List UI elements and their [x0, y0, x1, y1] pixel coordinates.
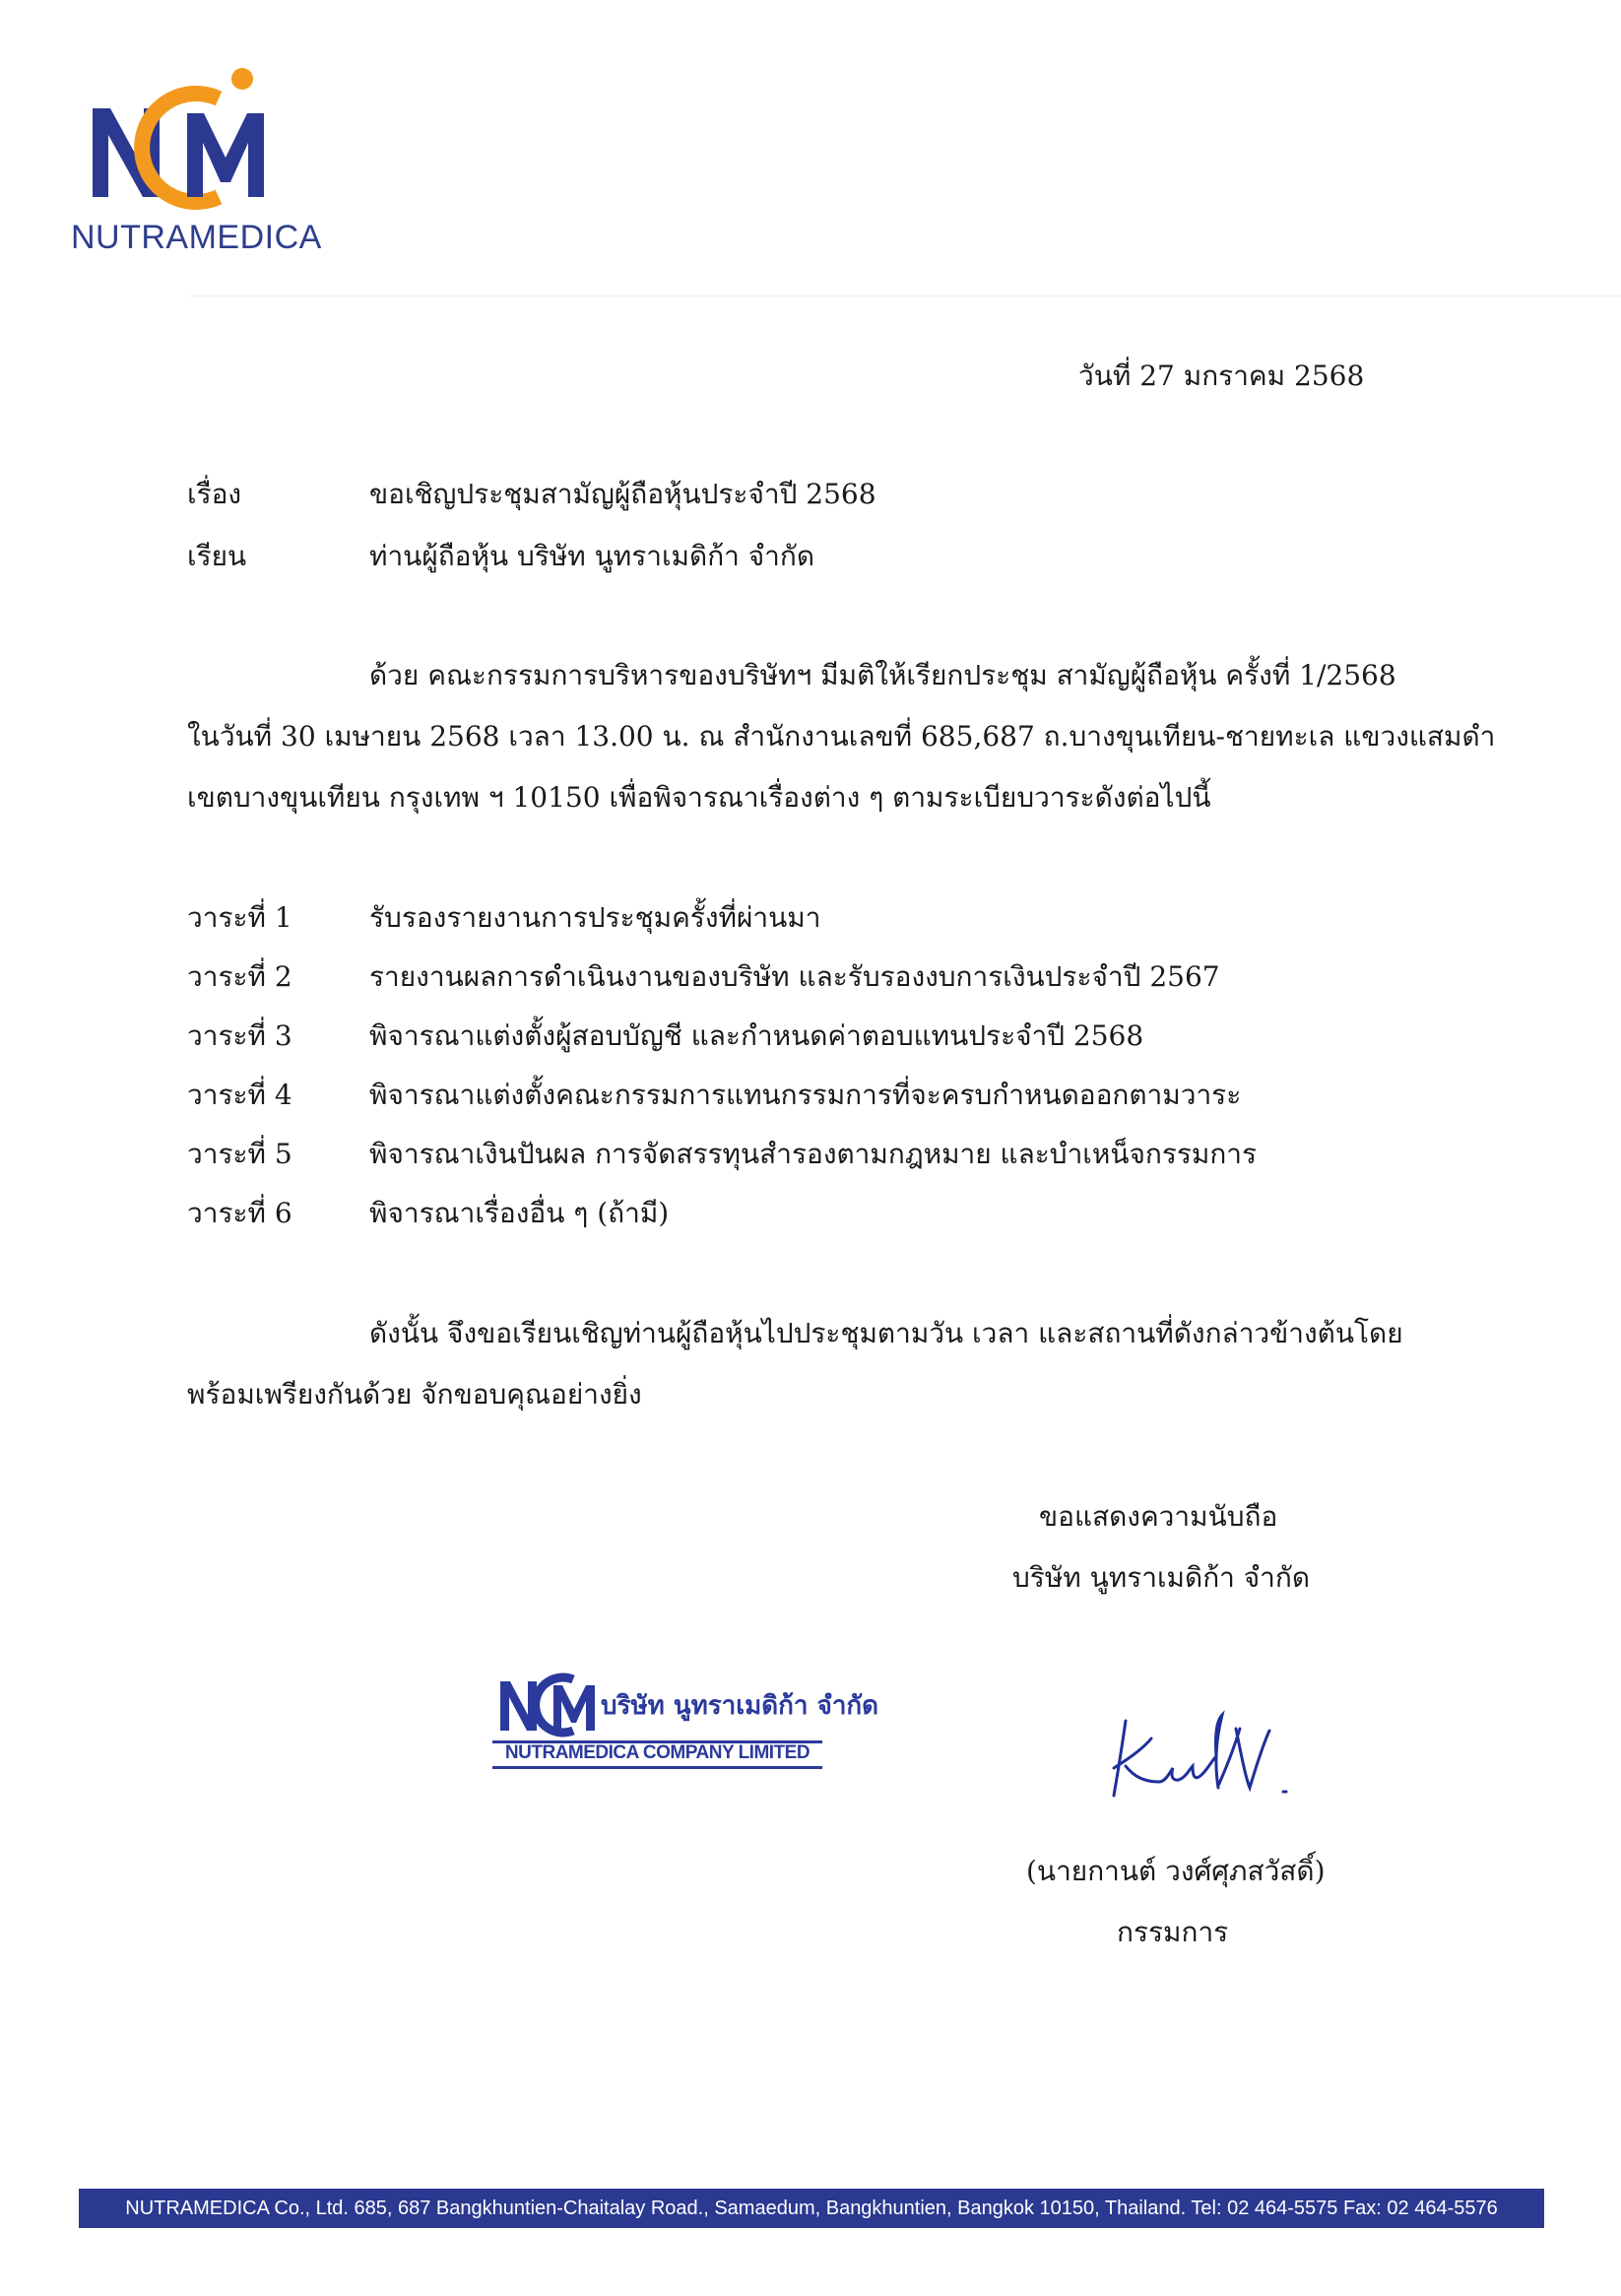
agenda-label: วาระที่ 1: [187, 901, 292, 934]
closing-line-1: ดังนั้น จึงขอเรียนเชิญท่านผู้ถือหุ้นไปประชุมตามวัน เวลา และสถานที่ดังกล่าวข้างต้นโดย: [369, 1317, 1403, 1349]
handwritten-signature: [1108, 1709, 1305, 1803]
company-logo: [71, 59, 322, 256]
agenda-item-text: พิจารณาเงินปันผล การจัดสรรทุนสำรองตามกฎหมาย และบำเหน็จกรรมการ: [369, 1138, 1258, 1170]
agenda-label: วาระที่ 5: [187, 1138, 292, 1170]
footer-bar: [79, 2189, 1544, 2228]
signatory-title: กรรมการ: [1117, 1916, 1229, 1948]
body-line-2: ในวันที่ 30 เมษายน 2568 เวลา 13.00 น. ณ สำนักงานเลขที่ 685,687 ถ.บางขุนเทียน-ชายทะเล แขวงแสมดำ: [187, 720, 1496, 753]
agenda-item-text: พิจารณาแต่งตั้งคณะกรรมการแทนกรรมการที่จะครบกำหนดออกตามวาระ: [369, 1079, 1242, 1111]
agenda-item-text: รับรองรายงานการประชุมครั้งที่ผ่านมา: [369, 901, 821, 934]
signoff-company: บริษัท นูทราเมดิก้า จำกัด: [1012, 1561, 1311, 1594]
signature-graphic: [1108, 1709, 1305, 1803]
logo-wordmark: NUTRAMEDICA: [71, 219, 322, 256]
company-stamp: [492, 1660, 879, 1778]
letter-date: วันที่ 27 มกราคม 2568: [1078, 360, 1365, 392]
closing-line-2: พร้อมเพรียงกันด้วย จักขอบคุณอย่างยิ่ง: [187, 1378, 642, 1410]
header-divider: [187, 295, 1621, 296]
ncm-logo-mark: [71, 59, 297, 217]
agenda-label: วาระที่ 6: [187, 1197, 292, 1229]
agenda-label: วาระที่ 4: [187, 1079, 292, 1111]
subject-text: ขอเชิญประชุมสามัญผู้ถือหุ้นประจำปี 2568: [369, 478, 876, 510]
stamp-english-text: NUTRAMEDICA COMPANY LIMITED: [504, 1742, 810, 1763]
regards-text: ขอแสดงความนับถือ: [1039, 1500, 1278, 1533]
subject-label: เรื่อง: [187, 478, 242, 510]
agenda-label: วาระที่ 2: [187, 960, 292, 993]
recipient-text: ท่านผู้ถือหุ้น บริษัท นูทราเมดิก้า จำกัด: [369, 540, 815, 572]
signatory-name: (นายกานต์ วงศ์ศุภสวัสดิ์): [1026, 1855, 1326, 1887]
footer-address: NUTRAMEDICA Co., Ltd. 685, 687 Bangkhuntien-Chaitalay Road., Samaedum, Bangkhuntien, Bangkok 10150, Thailand. Tel: 02 464-5575 Fax: 02 464-5576: [125, 2198, 1498, 2219]
stamp-thai-text: บริษัท นูทราเมดิก้า จำกัด: [601, 1691, 879, 1721]
agenda-item-text: รายงานผลการดำเนินงานของบริษัท และรับรองงบการเงินประจำปี 2567: [369, 960, 1220, 993]
agenda-label: วาระที่ 3: [187, 1019, 292, 1052]
recipient-label: เรียน: [187, 540, 247, 572]
agenda-item-text: พิจารณาเรื่องอื่น ๆ (ถ้ามี): [369, 1197, 670, 1229]
agenda-item-text: พิจารณาแต่งตั้งผู้สอบบัญชี และกำหนดค่าตอบแทนประจำปี 2568: [369, 1019, 1144, 1052]
body-line-3: เขตบางขุนเทียน กรุงเทพ ฯ 10150 เพื่อพิจารณาเรื่องต่าง ๆ ตามระเบียบวาระดังต่อไปนี้: [187, 781, 1211, 814]
body-line-1: ด้วย คณะกรรมการบริหารของบริษัทฯ มีมติให้เรียกประชุม สามัญผู้ถือหุ้น ครั้งที่ 1/2568: [369, 659, 1396, 691]
